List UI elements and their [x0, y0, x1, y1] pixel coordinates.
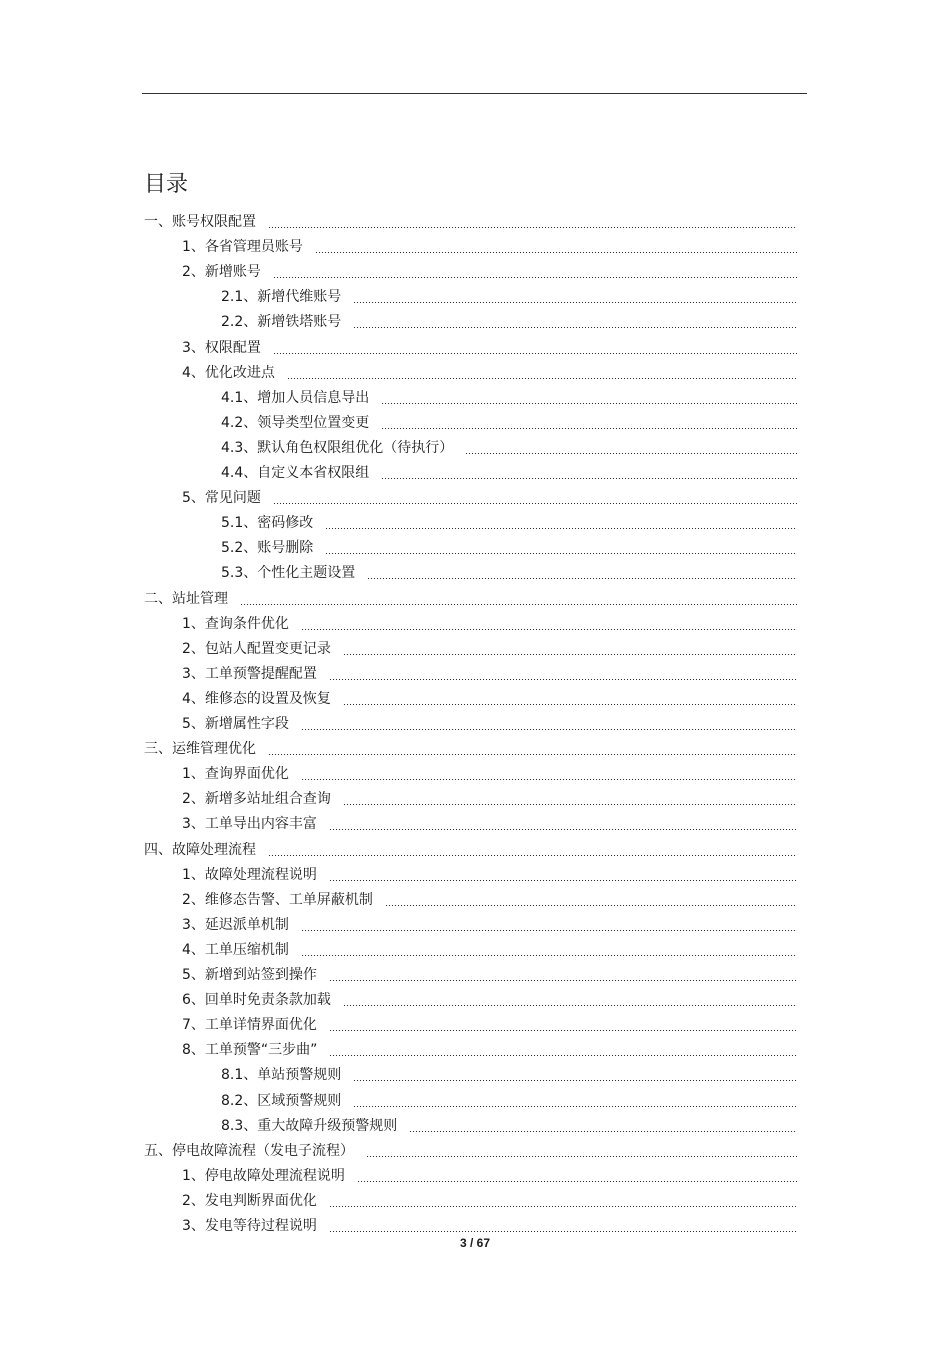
toc-entry-label: 2.2、新增铁塔账号: [221, 314, 342, 330]
toc-entry-label: 3、延迟派单机制: [182, 917, 289, 933]
toc-entry-label: 1、停电故障处理流程说明: [182, 1168, 345, 1184]
toc-entry-level-3[interactable]: [221, 1116, 797, 1136]
toc-leader-dots: [343, 654, 797, 655]
toc-leader-dots: [329, 1206, 797, 1207]
toc-entry-level-3[interactable]: [221, 1065, 797, 1085]
toc-leader-dots: [301, 779, 797, 780]
toc-leader-dots: [353, 1106, 797, 1107]
toc-leader-dots: [268, 855, 797, 856]
toc-entry-level-3[interactable]: [221, 413, 797, 433]
toc-leader-dots: [329, 1030, 797, 1031]
toc-entry-label: 二、站址管理: [144, 591, 228, 607]
toc-entry-level-2[interactable]: [182, 990, 797, 1010]
toc-entry-label: 5.2、账号删除: [221, 540, 314, 556]
toc-leader-dots: [385, 905, 797, 906]
toc-entry-label: 3、发电等待过程说明: [182, 1218, 317, 1234]
toc-entry-label: 三、运维管理优化: [144, 741, 256, 757]
toc-entry-label: 4、工单压缩机制: [182, 942, 289, 958]
toc-leader-dots: [268, 227, 797, 228]
toc-leader-dots: [301, 930, 797, 931]
toc-leader-dots: [273, 353, 797, 354]
toc-entry-label: 7、工单详情界面优化: [182, 1017, 317, 1033]
toc-entry-level-2[interactable]: [182, 1040, 797, 1060]
toc-leader-dots: [343, 704, 797, 705]
toc-entry-level-2[interactable]: [182, 363, 797, 383]
toc-entry-label: 8.1、单站预警规则: [221, 1067, 342, 1083]
toc-entry-label: 1、故障处理流程说明: [182, 867, 317, 883]
toc-leader-dots: [409, 1131, 797, 1132]
toc-leader-dots: [357, 1181, 797, 1182]
toc-entry-label: 3、工单预警提醒配置: [182, 666, 317, 682]
toc-entry-label: 2.1、新增代维账号: [221, 289, 342, 305]
toc-entry-level-3[interactable]: [221, 563, 797, 583]
toc-entry-level-1[interactable]: [144, 840, 797, 860]
toc-leader-dots: [353, 302, 797, 303]
toc-entry-level-2[interactable]: [182, 789, 797, 809]
toc-leader-dots: [329, 1231, 797, 1232]
toc-leader-dots: [381, 403, 797, 404]
toc-leader-dots: [353, 327, 797, 328]
toc-entry-level-2[interactable]: [182, 965, 797, 985]
toc-entry-level-2[interactable]: [182, 338, 797, 358]
toc-leader-dots: [381, 428, 797, 429]
toc-entry-level-2[interactable]: [182, 865, 797, 885]
toc-entry-level-2[interactable]: [182, 1216, 797, 1236]
toc-entry-label: 4、维修态的设置及恢复: [182, 691, 331, 707]
toc-entry-level-2[interactable]: [182, 714, 797, 734]
toc-entry-level-2[interactable]: [182, 262, 797, 282]
toc-entry-label: 2、新增多站址组合查询: [182, 791, 331, 807]
toc-leader-dots: [273, 277, 797, 278]
toc-entry-label: 1、各省管理员账号: [182, 239, 303, 255]
toc-entry-level-3[interactable]: [221, 538, 797, 558]
toc-entry-level-2[interactable]: [182, 614, 797, 634]
toc-entry-label: 3、工单导出内容丰富: [182, 816, 317, 832]
toc-leader-dots: [329, 980, 797, 981]
toc-leader-dots: [329, 880, 797, 881]
toc-leader-dots: [353, 1080, 797, 1081]
toc-entry-label: 2、维修态告警、工单屏蔽机制: [182, 892, 373, 908]
toc-leader-dots: [315, 252, 797, 253]
toc-entry-label: 5.1、密码修改: [221, 515, 314, 531]
toc-leader-dots: [287, 378, 797, 379]
toc-entry-level-3[interactable]: [221, 287, 797, 307]
header-rule: [142, 93, 807, 94]
page-number: 3 / 67: [459, 1236, 491, 1250]
toc-leader-dots: [325, 528, 797, 529]
toc-entry-label: 4.1、增加人员信息导出: [221, 390, 370, 406]
toc-leader-dots: [301, 729, 797, 730]
toc-entry-level-1[interactable]: [144, 1141, 797, 1161]
toc-entry-level-3[interactable]: [221, 1091, 797, 1111]
toc-entry-label: 3、权限配置: [182, 340, 261, 356]
toc-entry-level-2[interactable]: [182, 915, 797, 935]
toc-entry-level-2[interactable]: [182, 814, 797, 834]
toc-leader-dots: [366, 1156, 797, 1157]
toc-entry-label: 五、停电故障流程（发电子流程）: [144, 1143, 354, 1159]
toc-entry-label: 4.2、领导类型位置变更: [221, 415, 370, 431]
toc-leader-dots: [343, 1005, 797, 1006]
toc-entry-level-3[interactable]: [221, 513, 797, 533]
toc-entry-label: 1、查询界面优化: [182, 766, 289, 782]
toc-entry-label: 8、工单预警“三步曲”: [182, 1042, 318, 1058]
toc-leader-dots: [301, 629, 797, 630]
toc-entry-label: 6、回单时免责条款加载: [182, 992, 331, 1008]
toc-leader-dots: [329, 1055, 797, 1056]
toc-entry-level-2[interactable]: [182, 940, 797, 960]
toc-entry-label: 一、账号权限配置: [144, 214, 256, 230]
toc-entry-label: 5、新增属性字段: [182, 716, 289, 732]
toc-entry-level-2[interactable]: [182, 488, 797, 508]
toc-entry-label: 4.3、默认角色权限组优化（待执行）: [221, 440, 454, 456]
toc-entry-label: 5、常见问题: [182, 490, 261, 506]
toc-entry-level-2[interactable]: [182, 1191, 797, 1211]
toc-entry-label: 四、故障处理流程: [144, 842, 256, 858]
toc-leader-dots: [240, 604, 797, 605]
toc-entry-label: 8.2、区域预警规则: [221, 1093, 342, 1109]
toc-leader-dots: [465, 453, 797, 454]
toc-entry-level-3[interactable]: [221, 463, 797, 483]
toc-entry-label: 4、优化改进点: [182, 365, 275, 381]
toc-entry-level-2[interactable]: [182, 764, 797, 784]
toc-entry-label: 8.3、重大故障升级预警规则: [221, 1118, 398, 1134]
toc-entry-level-2[interactable]: [182, 1015, 797, 1035]
toc-leader-dots: [268, 754, 797, 755]
toc-entry-level-2[interactable]: [182, 664, 797, 684]
toc-entry-level-2[interactable]: [182, 890, 797, 910]
toc-entry-level-2[interactable]: [182, 1166, 797, 1186]
toc-entry-level-3[interactable]: [221, 438, 797, 458]
toc-entry-label: 4.4、自定义本省权限组: [221, 465, 370, 481]
toc-entry-level-3[interactable]: [221, 388, 797, 408]
toc-entry-level-1[interactable]: [144, 739, 797, 759]
toc-entry-level-3[interactable]: [221, 312, 797, 332]
toc-entry-label: 5、新增到站签到操作: [182, 967, 317, 983]
toc-entry-level-1[interactable]: [144, 212, 797, 232]
toc-entry-label: 1、查询条件优化: [182, 616, 289, 632]
toc-leader-dots: [329, 829, 797, 830]
toc-entry-label: 2、包站人配置变更记录: [182, 641, 331, 657]
toc-leader-dots: [273, 503, 797, 504]
toc-entry-level-2[interactable]: [182, 639, 797, 659]
toc-entry-label: 2、发电判断界面优化: [182, 1193, 317, 1209]
toc-title: 目录: [144, 172, 189, 197]
toc-entry-level-2[interactable]: [182, 237, 797, 257]
toc-leader-dots: [325, 553, 797, 554]
toc-leader-dots: [381, 478, 797, 479]
toc-leader-dots: [343, 804, 797, 805]
toc-leader-dots: [367, 578, 797, 579]
toc-entry-level-1[interactable]: [144, 589, 797, 609]
toc-leader-dots: [301, 955, 797, 956]
toc-entry-label: 2、新增账号: [182, 264, 261, 280]
toc-leader-dots: [329, 679, 797, 680]
toc-entry-level-2[interactable]: [182, 689, 797, 709]
toc-entry-label: 5.3、个性化主题设置: [221, 565, 356, 581]
